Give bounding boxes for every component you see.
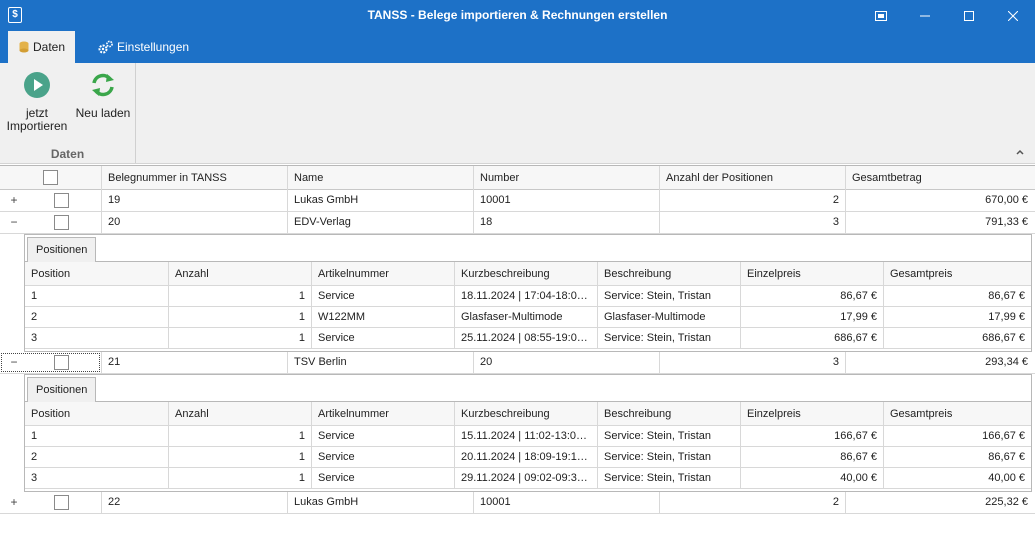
cell-artikelnummer[interactable]: Service <box>311 328 454 348</box>
gears-icon <box>98 40 114 54</box>
cell-gesamtpreis[interactable]: 166,67 € <box>883 426 1031 446</box>
table-row[interactable] <box>0 212 1035 234</box>
row-checkbox[interactable] <box>54 355 69 370</box>
cell-artikelnummer[interactable]: Service <box>311 447 454 467</box>
cell-artikelnummer[interactable]: W122MM <box>311 307 454 327</box>
cell-anzahl[interactable]: 1 <box>168 286 311 306</box>
collapse-row-button[interactable]: − <box>10 215 18 229</box>
cell-anzahl[interactable]: 2 <box>659 190 845 211</box>
cell-belegnummer[interactable]: 20 <box>101 212 287 233</box>
cell-number[interactable]: 18 <box>473 212 659 233</box>
row-select-cell <box>26 492 101 513</box>
tab-einstellungen[interactable] <box>88 31 199 63</box>
select-all-cell <box>26 166 101 190</box>
cell-belegnummer[interactable]: 21 <box>101 352 287 373</box>
col-header-number[interactable]: Number <box>473 166 659 190</box>
col-header-anzahl[interactable]: Anzahl der Positionen <box>659 166 845 190</box>
expand-row-button[interactable]: + <box>10 495 18 509</box>
detail-tab-bar <box>25 375 1031 402</box>
tab-einstellungen-label: Einstellungen <box>117 40 190 54</box>
minimize-button[interactable] <box>903 0 947 31</box>
cell-kurzbeschreibung[interactable]: 20.11.2024 | 18:09-19:1… <box>454 447 597 467</box>
row-select-cell <box>26 190 101 211</box>
expand-row-button[interactable]: + <box>10 193 18 207</box>
import-now-label-2: Importieren <box>6 119 68 133</box>
cell-beschreibung[interactable]: Glasfaser-Multimode <box>597 307 740 327</box>
col-header-anzahl[interactable]: Anzahl <box>168 262 311 286</box>
cell-position[interactable]: 2 <box>31 451 38 463</box>
col-header-anzahl[interactable]: Anzahl <box>168 402 311 426</box>
maximize-icon <box>964 11 974 21</box>
detail-row[interactable] <box>25 426 1031 447</box>
table-row[interactable] <box>0 492 1035 514</box>
cell-anzahl[interactable]: 1 <box>168 307 311 327</box>
detail-header-row <box>25 262 1031 286</box>
restore-layout-button[interactable] <box>859 0 903 31</box>
belege-grid <box>0 165 1035 551</box>
cell-beschreibung[interactable]: Service: Stein, Tristan <box>597 468 740 488</box>
collapse-row-button[interactable]: − <box>10 355 18 369</box>
cell-position[interactable]: 3 <box>31 332 38 344</box>
row-select-cell <box>0 352 101 373</box>
cell-anzahl[interactable]: 2 <box>659 492 845 513</box>
row-checkbox[interactable] <box>54 495 69 510</box>
cell-name[interactable]: Lukas GmbH <box>287 190 473 211</box>
cell-gesamtpreis[interactable]: 86,67 € <box>883 447 1031 467</box>
import-now-button[interactable] <box>6 71 68 133</box>
col-header-einzelpreis[interactable]: Einzelpreis <box>740 402 883 426</box>
collapse-ribbon-button[interactable] <box>1013 145 1027 159</box>
col-header-artikelnummer[interactable]: Artikelnummer <box>311 262 454 286</box>
ribbon-group-divider <box>135 63 136 163</box>
cell-einzelpreis[interactable]: 17,99 € <box>740 307 883 327</box>
table-row[interactable] <box>0 190 1035 212</box>
cell-gesamtbetrag[interactable]: 791,33 € <box>845 212 1034 233</box>
col-header-name[interactable]: Name <box>287 166 473 190</box>
cell-name[interactable]: TSV Berlin <box>287 352 473 373</box>
cell-beschreibung[interactable]: Service: Stein, Tristan <box>597 286 740 306</box>
title-bar <box>0 0 1035 31</box>
col-header-gesamtpreis[interactable]: Gesamtpreis <box>883 262 1031 286</box>
cell-position[interactable]: 1 <box>31 290 38 302</box>
cell-artikelnummer[interactable]: Service <box>311 286 454 306</box>
tab-positionen[interactable]: Positionen <box>27 377 96 403</box>
cell-name[interactable]: EDV-Verlag <box>287 212 473 233</box>
cell-kurzbeschreibung[interactable]: 18.11.2024 | 17:04-18:0… <box>454 286 597 306</box>
cell-anzahl[interactable]: 1 <box>168 447 311 467</box>
maximize-button[interactable] <box>947 0 991 31</box>
detail-header-row <box>25 402 1031 426</box>
cell-einzelpreis[interactable]: 40,00 € <box>740 468 883 488</box>
cell-beschreibung[interactable]: Service: Stein, Tristan <box>597 447 740 467</box>
cell-belegnummer[interactable]: 19 <box>101 190 287 211</box>
cell-number[interactable]: 20 <box>473 352 659 373</box>
reload-label: Neu laden <box>75 106 131 120</box>
refresh-icon <box>89 71 117 99</box>
cell-number[interactable]: 10001 <box>473 492 659 513</box>
reload-button[interactable] <box>74 71 132 120</box>
cell-gesamtbetrag[interactable]: 670,00 € <box>845 190 1034 211</box>
col-header-gesamtbetrag[interactable]: Gesamtbetrag <box>845 166 1035 190</box>
col-header-beschreibung[interactable]: Beschreibung <box>597 262 740 286</box>
cell-kurzbeschreibung[interactable]: 29.11.2024 | 09:02-09:3… <box>454 468 597 488</box>
col-header-kurzbeschreibung[interactable]: Kurzbeschreibung <box>454 402 597 426</box>
cell-number[interactable]: 10001 <box>473 190 659 211</box>
import-now-label-1: jetzt <box>25 106 48 120</box>
cell-anzahl[interactable]: 1 <box>168 328 311 348</box>
cell-beschreibung[interactable]: Service: Stein, Tristan <box>597 328 740 348</box>
cell-anzahl[interactable]: 3 <box>659 352 845 373</box>
select-all-checkbox[interactable] <box>43 170 58 185</box>
cell-anzahl[interactable]: 3 <box>659 212 845 233</box>
cell-gesamtpreis[interactable]: 86,67 € <box>883 286 1031 306</box>
cell-einzelpreis[interactable]: 686,67 € <box>740 328 883 348</box>
col-header-kurzbeschreibung[interactable]: Kurzbeschreibung <box>454 262 597 286</box>
table-row[interactable] <box>0 352 1035 374</box>
cell-gesamtpreis[interactable]: 17,99 € <box>883 307 1031 327</box>
grid-header-row <box>0 166 1035 190</box>
col-header-einzelpreis[interactable]: Einzelpreis <box>740 262 883 286</box>
window-title: TANSS - Belege importieren & Rechnungen erstellen <box>367 8 668 22</box>
close-icon <box>1008 11 1018 21</box>
cell-einzelpreis[interactable]: 86,67 € <box>740 447 883 467</box>
ribbon-panel <box>0 63 1035 164</box>
row-checkbox[interactable] <box>54 215 69 230</box>
close-button[interactable] <box>991 0 1035 31</box>
cell-belegnummer[interactable]: 22 <box>101 492 287 513</box>
col-header-beschreibung[interactable]: Beschreibung <box>597 402 740 426</box>
col-header-position[interactable]: Position <box>31 268 71 280</box>
window-layout-icon <box>875 11 887 21</box>
row-checkbox[interactable] <box>54 193 69 208</box>
database-icon <box>18 41 30 53</box>
detail-row[interactable] <box>25 286 1031 307</box>
positionen-detail-panel <box>24 374 1032 492</box>
cell-gesamtpreis[interactable]: 40,00 € <box>883 468 1031 488</box>
cell-anzahl[interactable]: 1 <box>168 426 311 446</box>
cell-einzelpreis[interactable]: 166,67 € <box>740 426 883 446</box>
cell-position[interactable]: 2 <box>31 311 38 323</box>
positionen-detail-panel <box>24 234 1032 352</box>
cell-kurzbeschreibung[interactable]: Glasfaser-Multimode <box>454 307 597 327</box>
cell-artikelnummer[interactable]: Service <box>311 468 454 488</box>
cell-position[interactable]: 1 <box>31 430 38 442</box>
detail-tab-bar <box>25 235 1031 262</box>
row-select-cell <box>26 212 101 233</box>
detail-row[interactable] <box>25 328 1031 349</box>
detail-row[interactable] <box>25 447 1031 468</box>
cell-gesamtpreis[interactable]: 686,67 € <box>883 328 1031 348</box>
detail-row[interactable] <box>25 307 1031 328</box>
app-icon: $ <box>8 7 22 23</box>
cell-position[interactable]: 3 <box>31 472 38 484</box>
tab-daten-label: Daten <box>33 40 66 54</box>
minimize-icon <box>920 11 930 21</box>
ribbon-tab-bar <box>0 31 1035 63</box>
cell-gesamtbetrag[interactable]: 293,34 € <box>845 352 1034 373</box>
ribbon-group-label: Daten <box>50 147 85 161</box>
play-icon <box>23 71 51 99</box>
cell-kurzbeschreibung[interactable]: 15.11.2024 | 11:02-13:0… <box>454 426 597 446</box>
col-header-gesamtpreis[interactable]: Gesamtpreis <box>883 402 1031 426</box>
cell-anzahl[interactable]: 1 <box>168 468 311 488</box>
cell-kurzbeschreibung[interactable]: 25.11.2024 | 08:55-19:0… <box>454 328 597 348</box>
chevron-up-icon <box>1013 145 1027 159</box>
cell-gesamtbetrag[interactable]: 225,32 € <box>845 492 1034 513</box>
cell-einzelpreis[interactable]: 86,67 € <box>740 286 883 306</box>
cell-name[interactable]: Lukas GmbH <box>287 492 473 513</box>
detail-row[interactable] <box>25 468 1031 489</box>
tab-positionen[interactable]: Positionen <box>27 237 96 263</box>
cell-artikelnummer[interactable]: Service <box>311 426 454 446</box>
cell-beschreibung[interactable]: Service: Stein, Tristan <box>597 426 740 446</box>
col-header-artikelnummer[interactable]: Artikelnummer <box>311 402 454 426</box>
tab-daten[interactable] <box>8 31 75 63</box>
col-header-position[interactable]: Position <box>31 408 71 420</box>
col-header-belegnummer[interactable]: Belegnummer in TANSS <box>101 166 287 190</box>
